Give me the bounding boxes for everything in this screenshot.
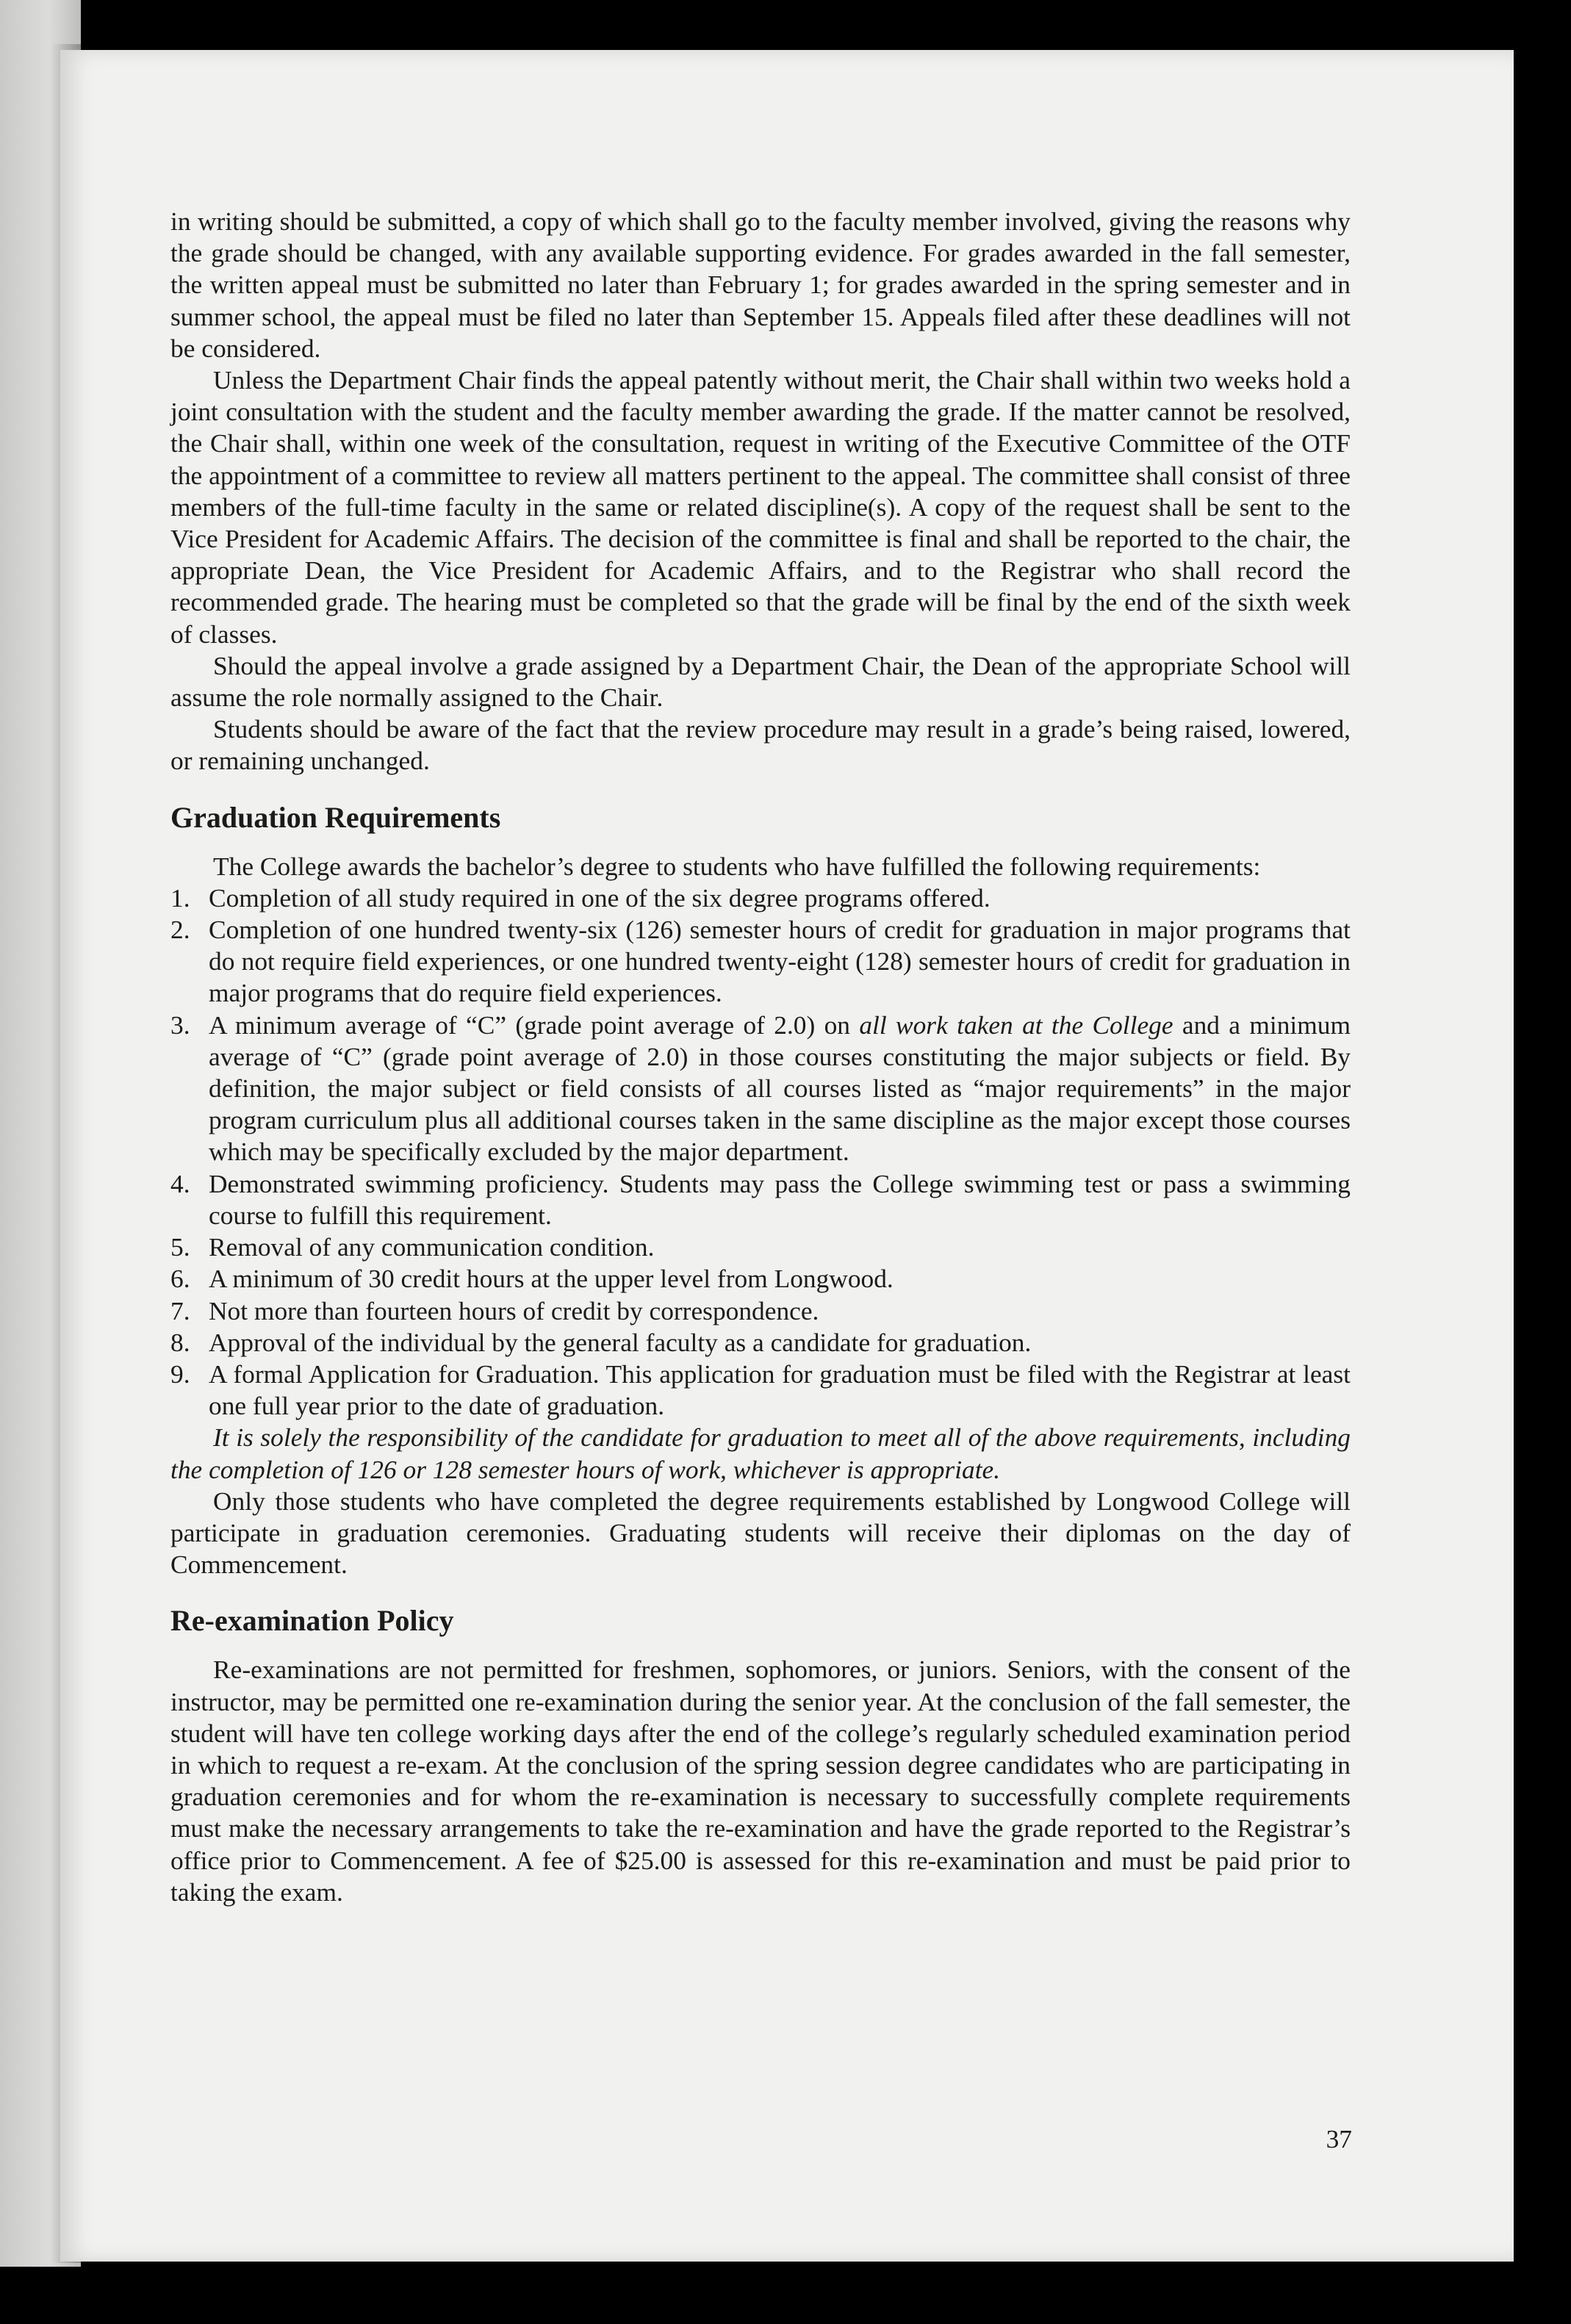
graduation-closing: Only those students who have completed the degree requirements established by Longwood College will participate in graduation ceremonies. Graduating students will receive their diplomas on the day of Commencement. (170, 1486, 1351, 1580)
list-item-number: 5. (170, 1232, 190, 1262)
list-item-number: 9. (170, 1359, 190, 1389)
list-item (170, 1359, 1351, 1422)
list-item-number: 3. (170, 1010, 190, 1040)
page-number: 37 (1326, 2124, 1352, 2154)
list-item-number: 4. (170, 1168, 190, 1198)
list-item-text: Demonstrated swimming proficiency. Students may pass the College swimming test or pass a swimming course to fulfill this requirement. (209, 1168, 1351, 1230)
graduation-heading: Graduation Requirements (170, 800, 501, 834)
page-content (170, 206, 1351, 1908)
emphasis-text: all work taken at the College (859, 1010, 1173, 1040)
list-item-number: 1. (170, 882, 190, 913)
list-item (170, 1231, 1351, 1263)
appeal-paragraph-1: in writing should be submitted, a copy of which shall go to the faculty member involved, giving the reasons why the grade should be changed, with any available supporting evidence. For grades awarded in the fall semester, the written appeal must be submitted no later than February 1; for grades awarded in the spring semester and in summer school, the appeal must be filed no later than September 15. Appeals filed after these deadlines will not be considered. (170, 206, 1351, 363)
list-item-text: Not more than fourteen hours of credit by correspondence. (209, 1295, 819, 1325)
list-item (170, 1168, 1351, 1231)
list-item-text: Completion of all study required in one of the six degree programs offered. (209, 882, 991, 913)
requirements-list (170, 882, 1351, 1422)
responsibility-note: It is solely the responsibility of the candidate for graduation to meet all of the above requirements, including the completion of 126 or 128 semester hours of work, whichever is appropriate. (170, 1422, 1351, 1484)
appeal-paragraph-3: Should the appeal involve a grade assigned by a Department Chair, the Dean of the appropriate School will assume the role normally assigned to the Chair. (170, 650, 1351, 713)
list-item (170, 1327, 1351, 1359)
list-item (170, 914, 1351, 1010)
list-item-text: Approval of the individual by the general faculty as a candidate for graduation. (209, 1327, 1032, 1357)
list-item (170, 1295, 1351, 1327)
graduation-intro: The College awards the bachelor’s degree to students who have fulfilled the following requirements: (213, 851, 1261, 881)
list-item (170, 1010, 1351, 1168)
list-item (170, 882, 1351, 914)
list-item-number: 8. (170, 1327, 190, 1357)
reexam-body: Re-examinations are not permitted for freshmen, sophomores, or juniors. Seniors, with the consent of the instructor, may be permitted one re-examination during the senior year. At the conclusion of the fall semester, the student will have ten college working days after the end of the college’s regularly scheduled examination period in which to request a re-exam. At the conclusion of the spring session degree candidates who are participating in graduation ceremonies and for whom the re-examination is necessary to successfully complete requirements must make the necessary arrangements to take the re-examination and have the grade reported to the Registrar’s office prior to Commencement. A fee of $25.00 is assessed for this re-examination and must be paid prior to taking the exam. (170, 1655, 1351, 1907)
list-item-text: A minimum average of “C” (grade point average of 2.0) on all work taken at the College and a minimum average of “C” (grade point average of 2.0) in those courses constituting the major subjects or field. By definition, the major subject or field consists of all courses listed as “major requirements” in the major program curriculum plus all additional courses taken in the same discipline as the major except those courses which may be specifically excluded by the major department. (209, 1010, 1351, 1167)
list-item-text: Completion of one hundred twenty-six (126) semester hours of credit for graduation in major programs that do not require field experiences, or one hundred twenty-eight (128) semester hours of credit for graduation in major programs that do require field experiences. (209, 915, 1351, 1008)
list-item-text: A minimum of 30 credit hours at the upper level from Longwood. (209, 1264, 894, 1294)
appeal-paragraph-4: Students should be aware of the fact that the review procedure may result in a grade’s being raised, lowered, or remaining unchanged. (170, 714, 1351, 776)
list-item-text: Removal of any communication condition. (209, 1232, 655, 1262)
reexam-heading: Re-examination Policy (170, 1604, 454, 1638)
list-item-number: 6. (170, 1264, 190, 1294)
appeal-paragraph-2: Unless the Department Chair finds the appeal patently without merit, the Chair shall within two weeks hold a joint consultation with the student and the faculty member awarding the grade. If the matter cannot be resolved, the Chair shall, within one week of the consultation, request in writing of the Executive Committee of the OTF the appointment of a committee to review all matters pertinent to the appeal. The committee shall consist of three members of the full-time faculty in the same or related discipline(s). A copy of the request shall be sent to the Vice President for Academic Affairs. The decision of the committee is final and shall be reported to the chair, the appropriate Dean, the Vice President for Academic Affairs, and to the Registrar who shall record the recommended grade. The hearing must be completed so that the grade will be final by the end of the sixth week of classes. (170, 365, 1351, 649)
list-item (170, 1263, 1351, 1295)
list-item-text: A formal Application for Graduation. This application for graduation must be filed with the Registrar at least one full year prior to the date of graduation. (209, 1359, 1351, 1421)
list-item-number: 2. (170, 915, 190, 945)
list-item-number: 7. (170, 1295, 190, 1325)
